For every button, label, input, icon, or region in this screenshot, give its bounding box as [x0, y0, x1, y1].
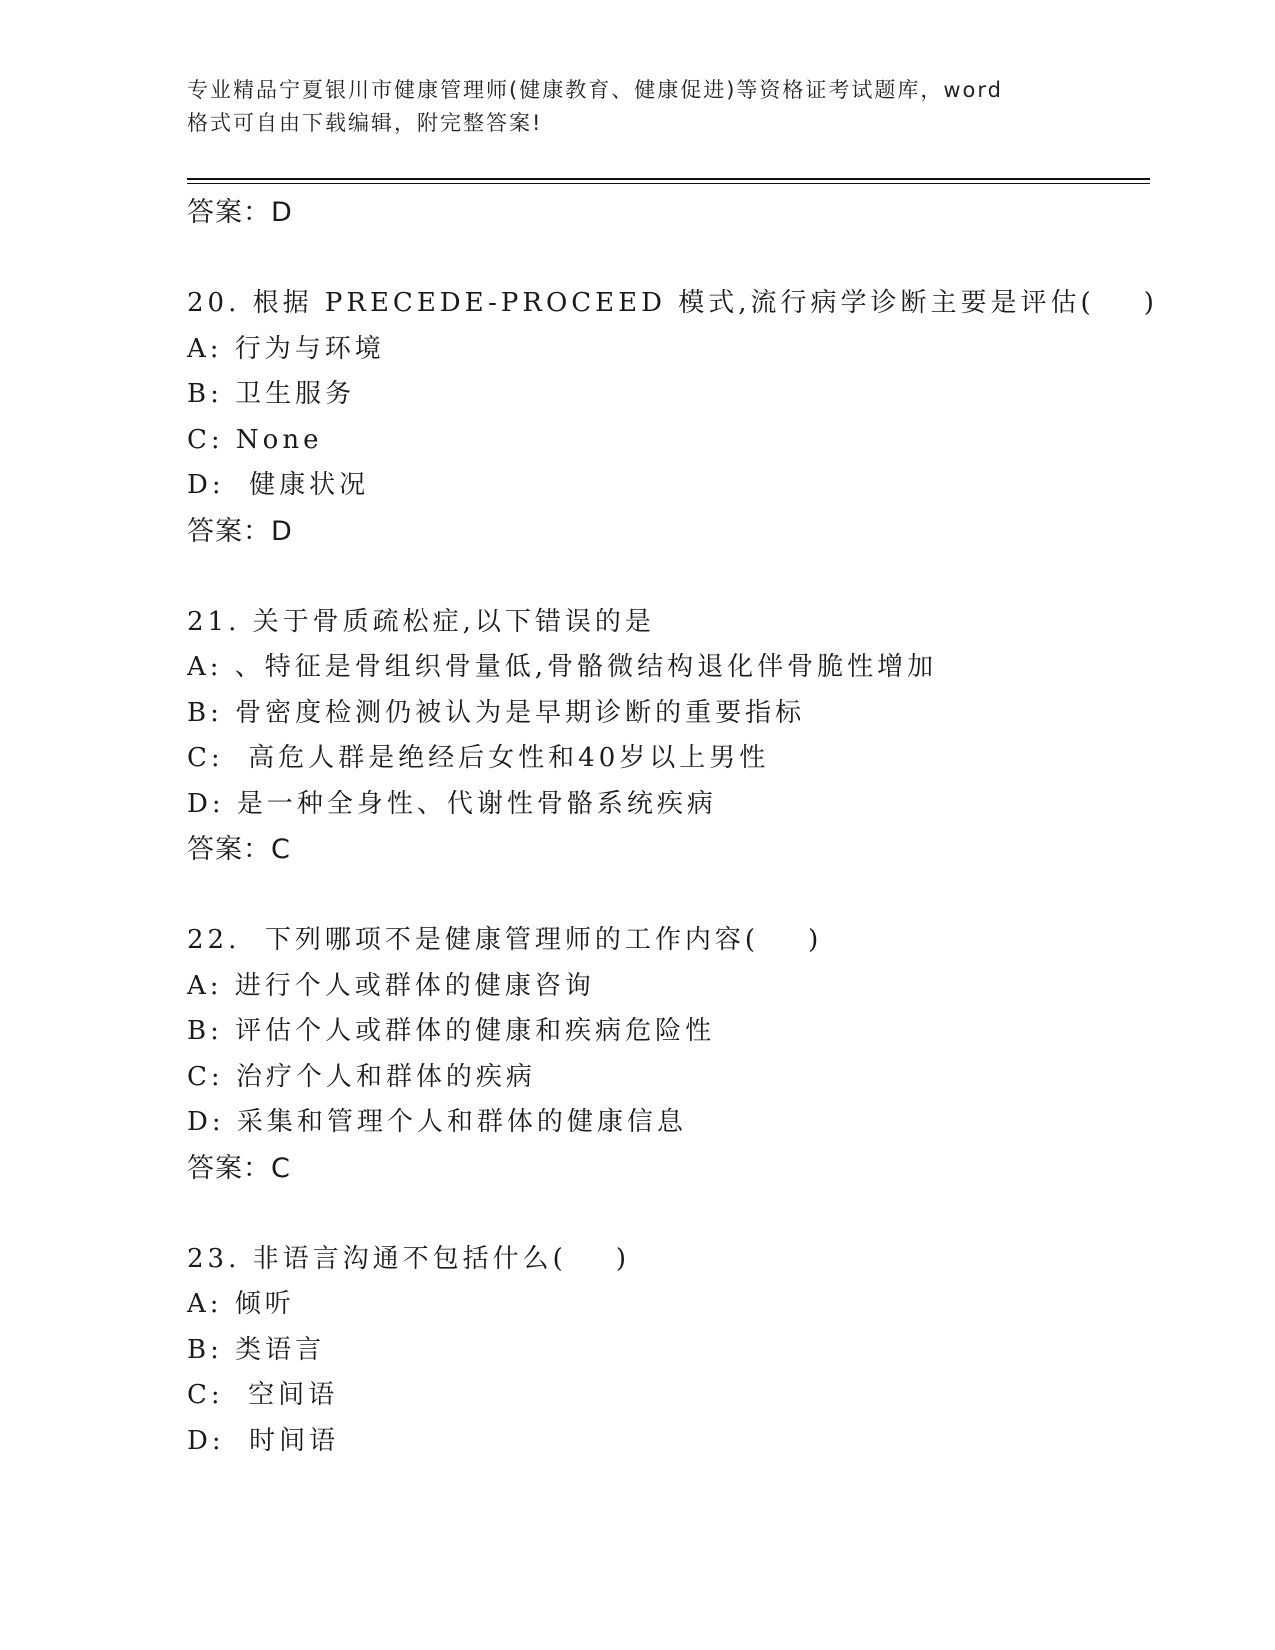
option-a: A: 进行个人或群体的健康咨询: [187, 970, 595, 1001]
option-d: D: 健康状况: [187, 470, 370, 500]
option-b: B: 卫生服务: [187, 379, 356, 409]
question-stem: 20. 根据 PRECEDE-PROCEED 模式,流行病学诊断主要是评估( ): [187, 288, 1158, 318]
option-b: B: 骨密度检测仍被认为是早期诊断的重要指标: [187, 697, 806, 728]
question-list: [187, 190, 1158, 1464]
option-b: B: 评估个人或群体的健康和疾病危险性: [187, 1016, 716, 1046]
answer-line: 答案：C: [187, 1152, 291, 1184]
page-header: [187, 74, 1067, 140]
question-22: [187, 918, 1147, 1191]
option-a: A: 、特征是骨组织骨量低,骨骼微结构退化伴骨脆性增加: [187, 652, 938, 682]
option-d: D: 采集和管理个人和群体的健康信息: [187, 1107, 687, 1137]
header-rule-thin: [187, 183, 1150, 184]
answer-line: 答案：C: [187, 834, 291, 865]
option-a: A: 行为与环境: [187, 333, 385, 364]
option-c: C: 空间语: [187, 1380, 339, 1410]
option-b: B: 类语言: [187, 1334, 326, 1365]
question-stem: 23. 非语言沟通不包括什么( ): [187, 1243, 630, 1274]
option-c: C: None: [187, 424, 323, 455]
option-d: D: 是一种全身性、代谢性骨骼系统疾病: [187, 788, 717, 819]
header-line-1: 专业精品宁夏银川市健康管理师(健康教育、健康促进)等资格证考试题库，word: [187, 78, 1004, 102]
header-rule-thick: [187, 178, 1150, 180]
question-21: [187, 600, 1147, 873]
header-line-2: 格式可自由下载编辑，附完整答案!: [187, 111, 543, 135]
option-c: C: 高危人群是绝经后女性和40岁以上男性: [187, 743, 770, 773]
question-20: [187, 281, 1158, 554]
option-a: A: 倾听: [187, 1289, 295, 1319]
option-d: D: 时间语: [187, 1425, 340, 1456]
question-stem: 22. 下列哪项不是健康管理师的工作内容( ): [187, 925, 823, 955]
question-23: [187, 1237, 1147, 1465]
question-stem: 21. 关于骨质疏松症,以下错误的是: [187, 606, 655, 637]
answer-line: 答案：D: [187, 197, 293, 228]
option-c: C: 治疗个人和群体的疾病: [187, 1061, 536, 1092]
answer-line: 答案：D: [187, 515, 293, 547]
